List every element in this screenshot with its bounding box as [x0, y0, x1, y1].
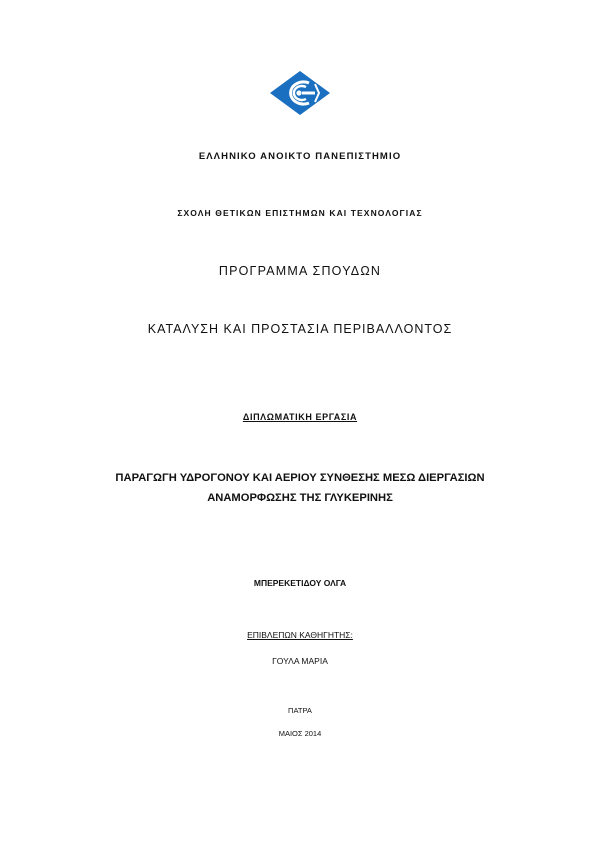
- eap-university-logo-icon: [269, 70, 331, 116]
- city: ΠΑΤΡΑ: [288, 706, 312, 715]
- supervisor-name: ΓΟΥΛΑ ΜΑΡΙΑ: [272, 656, 328, 666]
- thesis-title-line-2: ΑΝΑΜΟΡΦΩΣΗΣ ΤΗΣ ΓΛΥΚΕΡΙΝΗΣ: [207, 492, 393, 504]
- thesis-title: [0, 468, 600, 508]
- specialization-heading: ΚΑΤΑΛΥΣΗ ΚΑΙ ΠΡΟΣΤΑΣΙΑ ΠΕΡΙΒΑΛΛΟΝΤΟΣ: [147, 322, 453, 336]
- supervisor-label: ΕΠΙΒΛΕΠΩΝ ΚΑΘΗΓΗΤΗΣ:: [247, 630, 353, 640]
- date: ΜΑΙΟΣ 2014: [278, 729, 322, 738]
- school-name: ΣΧΟΛΗ ΘΕΤΙΚΩΝ ΕΠΙΣΤΗΜΩΝ ΚΑΙ ΤΕΧΝΟΛΟΓΙΑΣ: [177, 208, 423, 218]
- university-name: ΕΛΛΗΝΙΚΟ ΑΝΟΙΚΤΟ ΠΑΝΕΠΙΣΤΗΜΙΟ: [198, 151, 402, 162]
- program-heading: ΠΡΟΓΡΑΜΜΑ ΣΠΟΥΔΩΝ: [218, 264, 382, 278]
- thesis-title-line-1: ΠΑΡΑΓΩΓΗ ΥΔΡΟΓΟΝΟΥ ΚΑΙ ΑΕΡΙΟΥ ΣΥΝΘΕΣΗΣ ΜΕΣΩ ΔΙΕΡΓΑΣΙΩΝ: [115, 472, 485, 484]
- author-name: ΜΠΕΡΕΚΕΤΙΔΟΥ ΟΛΓΑ: [253, 578, 347, 588]
- document-type: ΔΙΠΛΩΜΑΤΙΚΗ ΕΡΓΑΣΙΑ: [242, 412, 358, 422]
